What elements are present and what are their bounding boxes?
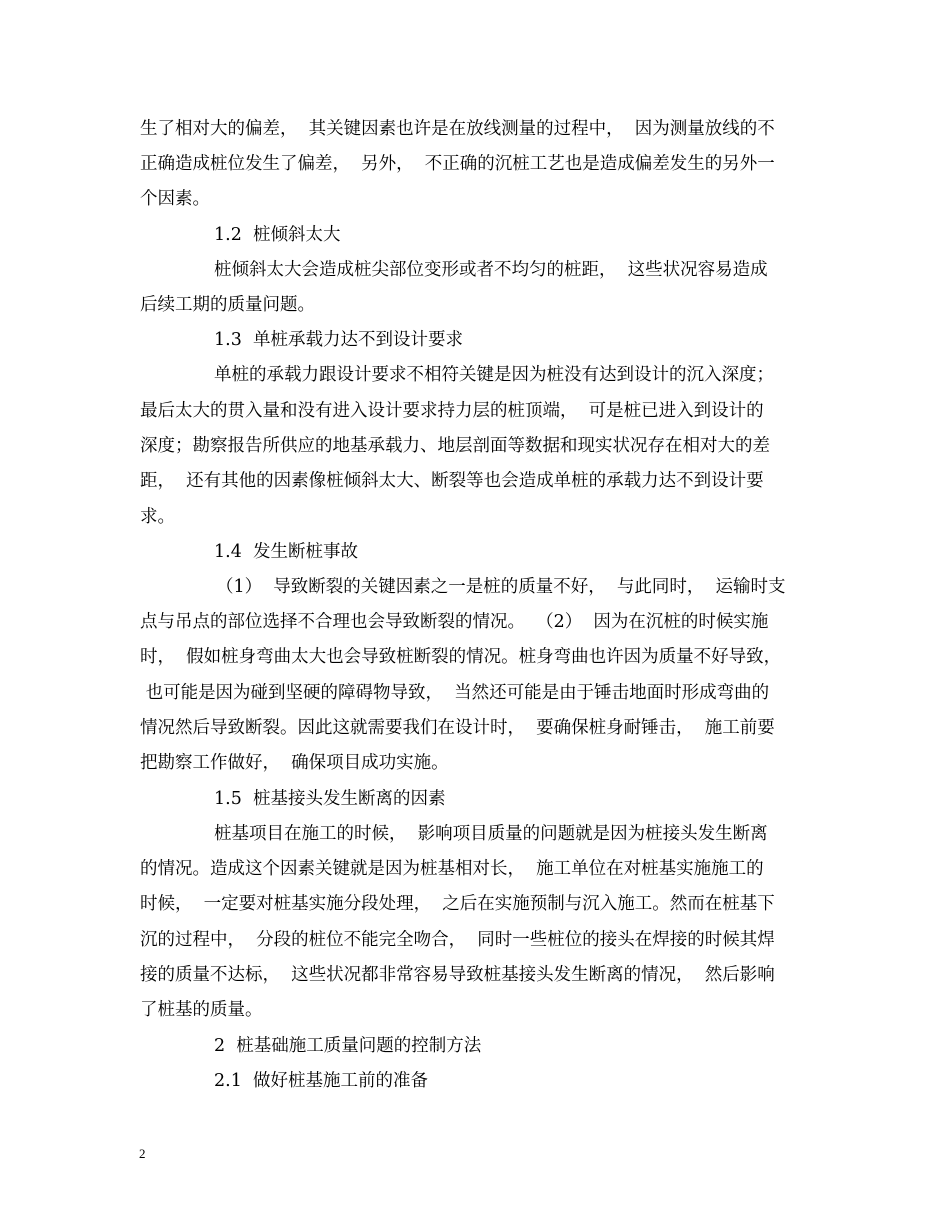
body-text-line: 桩基项目在施工的时候， 影响项目质量的问题就是因为桩接头发生断离 — [214, 824, 768, 844]
section-heading: 2 桩基础施工质量问题的控制方法 — [214, 1036, 482, 1056]
body-text-line: 接的质量不达标， 这些状况都非常容易导致桩基接头发生断离的情况， 然后影响 — [140, 965, 775, 985]
body-text-line: 距， 还有其他的因素像桩倾斜太大、断裂等也会造成单桩的承载力达不到设计要 — [140, 471, 764, 491]
body-text-line: 的情况。造成这个因素关键就是因为桩基相对长， 施工单位在对桩基实施施工的 — [140, 859, 764, 879]
section-heading: 2.1 做好桩基施工前的准备 — [214, 1071, 428, 1091]
section-heading: 1.2 桩倾斜太大 — [214, 225, 341, 245]
body-text-line: 单桩的承载力跟设计要求不相符关键是因为桩没有达到设计的沉入深度； — [214, 365, 774, 385]
body-text-line: 桩倾斜太大会造成桩尖部位变形或者不均匀的桩距， 这些状况容易造成 — [214, 260, 768, 280]
body-text-line: 情况然后导致断裂。因此这就需要我们在设计时， 要确保桩身耐锤击， 施工前要 — [140, 718, 775, 738]
body-text-line: 个因素。 — [140, 189, 210, 209]
body-text-line: 点与吊点的部位选择不合理也会导致断裂的情况。 （2） 因为在沉桩的时候实施 — [140, 612, 769, 632]
body-text-line: 正确造成桩位发生了偏差， 另外， 不正确的沉桩工艺也是造成偏差发生的另外一 — [140, 154, 775, 174]
section-heading: 1.4 发生断桩事故 — [214, 542, 358, 562]
section-heading: 1.5 桩基接头发生断离的因素 — [214, 789, 446, 809]
body-text-line: 求。 — [140, 507, 175, 527]
body-text-line: 生了相对大的偏差， 其关键因素也许是在放线测量的过程中， 因为测量放线的不 — [140, 119, 775, 139]
body-text-line: （1） 导致断裂的关键因素之一是桩的质量不好， 与此同时， 运输时支 — [216, 577, 786, 597]
page-number: 2 — [139, 1146, 146, 1161]
body-text-line: 最后太大的贯入量和没有进入设计要求持力层的桩顶端， 可是桩已进入到设计的 — [140, 401, 764, 421]
body-text-line: 了桩基的质量。 — [140, 1000, 263, 1020]
body-text-line: 把勘察工作做好， 确保项目成功实施。 — [140, 753, 449, 773]
section-heading: 1.3 单桩承载力达不到设计要求 — [214, 330, 463, 350]
body-text-line: 时， 假如桩身弯曲太大也会导致桩断裂的情况。桩身弯曲也许因为质量不好导致， — [140, 647, 782, 667]
body-text-line: 沉的过程中， 分段的桩位不能完全吻合， 同时一些桩位的接头在焊接的时候其焊 — [140, 930, 775, 950]
body-text-line: 也可能是因为碰到坚硬的障碍物导致， 当然还可能是由于锤击地面时形成弯曲的 — [140, 683, 770, 703]
body-text-line: 时候， 一定要对桩基实施分段处理， 之后在实施预制与沉入施工。然而在桩基下 — [140, 894, 775, 914]
body-text-line: 后续工期的质量问题。 — [140, 295, 315, 315]
body-text-line: 深度；勘察报告所供应的地基承载力、地层剖面等数据和现实状况存在相对大的差 — [140, 436, 770, 456]
